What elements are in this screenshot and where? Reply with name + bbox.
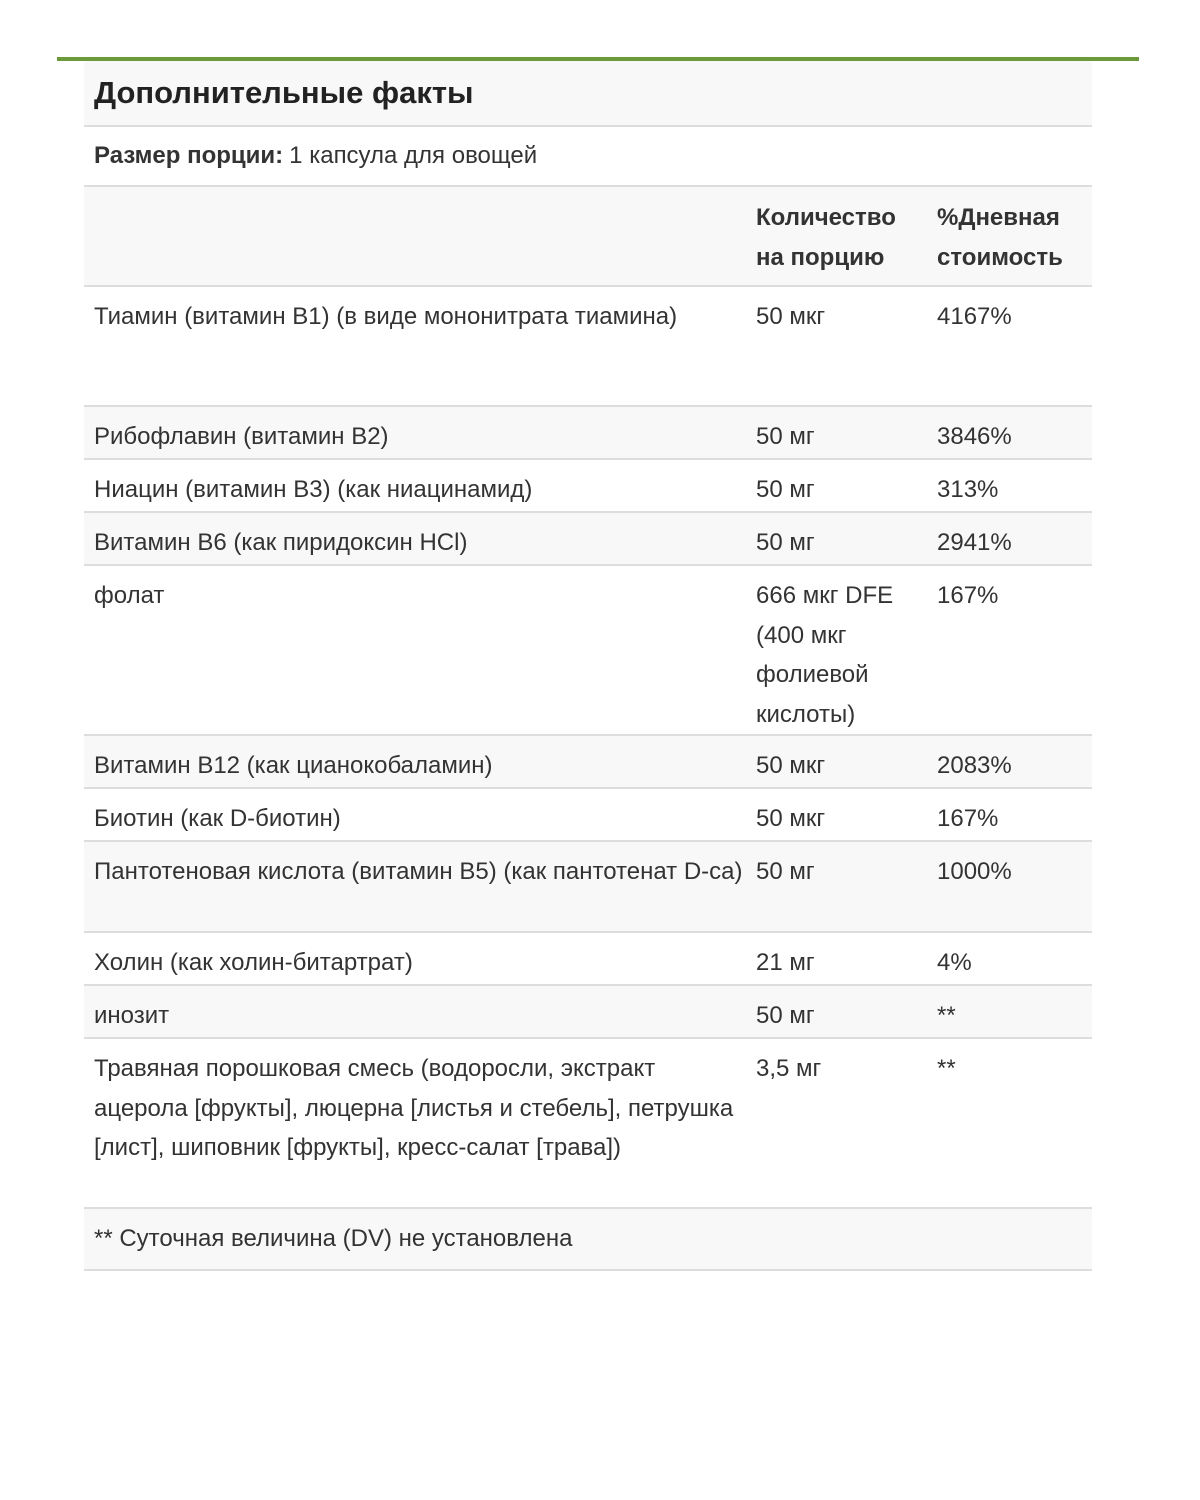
table-row xyxy=(84,736,1092,789)
supplement-facts-table xyxy=(84,61,1092,1271)
nutrient-amount: 50 мкг xyxy=(756,752,826,779)
nutrient-amount: 50 мкг xyxy=(756,303,826,330)
nutrient-name: Тиамин (витамин B1) (в виде мононитрата тиамина) xyxy=(94,303,678,330)
header-amount-cell xyxy=(746,187,937,285)
table-row xyxy=(84,460,1092,513)
nutrient-name: Витамин B6 (как пиридоксин HCl) xyxy=(94,529,468,556)
nutrient-dv: 2941% xyxy=(937,529,1012,556)
table-row xyxy=(84,513,1092,566)
nutrient-dv: 1000% xyxy=(937,858,1012,885)
facts-title: Дополнительные факты xyxy=(94,75,474,110)
nutrient-dv: 3846% xyxy=(937,423,1012,450)
header-dv-line1: %Дневная xyxy=(937,204,1060,231)
nutrient-amount: 21 мг xyxy=(756,949,815,976)
table-row xyxy=(84,566,1092,736)
nutrient-name: Биотин (как D-биотин) xyxy=(94,805,341,832)
nutrient-name: Холин (как холин-битартрат) xyxy=(94,949,413,976)
serving-size-value: 1 капсула для овощей xyxy=(289,142,538,169)
nutrient-dv: 4167% xyxy=(937,303,1012,330)
nutrient-dv: 167% xyxy=(937,582,999,609)
nutrient-dv: 313% xyxy=(937,476,999,503)
nutrient-name: фолат xyxy=(94,582,165,609)
nutrient-amount: 50 мкг xyxy=(756,805,826,832)
nutrient-amount: 3,5 мг xyxy=(756,1055,822,1082)
footnote-text: ** Суточная величина (DV) не установлена xyxy=(94,1225,573,1252)
nutrient-dv: 4% xyxy=(937,949,972,976)
nutrient-dv: 2083% xyxy=(937,752,1012,779)
nutrient-name: Ниацин (витамин B3) (как ниацинамид) xyxy=(94,476,533,503)
header-amount-line1: Количество xyxy=(756,204,896,231)
header-dv-line2: стоимость xyxy=(937,244,1063,271)
nutrient-dv: 167% xyxy=(937,805,999,832)
table-row xyxy=(84,1039,1092,1209)
nutrient-amount: 50 мг xyxy=(756,476,815,503)
table-row xyxy=(84,933,1092,986)
serving-size-row xyxy=(84,127,1092,187)
nutrient-amount: 50 мг xyxy=(756,529,815,556)
nutrient-amount: 50 мг xyxy=(756,858,815,885)
nutrient-dv: ** xyxy=(937,1055,956,1082)
nutrient-name: Пантотеновая кислота (витамин B5) (как пантотенат D-ca) xyxy=(94,858,743,885)
header-name-cell xyxy=(84,187,746,285)
nutrient-dv: ** xyxy=(937,1002,956,1029)
table-header-row xyxy=(84,187,1092,287)
table-row xyxy=(84,789,1092,842)
serving-size-label: Размер порции: xyxy=(94,142,284,169)
nutrient-name: Витамин B12 (как цианокобаламин) xyxy=(94,752,493,779)
nutrient-amount: 666 мкг DFE (400 мкг фолиевой кислоты) xyxy=(756,582,894,728)
table-row xyxy=(84,407,1092,460)
footnote-row xyxy=(84,1209,1092,1271)
facts-title-row xyxy=(84,61,1092,127)
nutrient-amount: 50 мг xyxy=(756,1002,815,1029)
table-row xyxy=(84,287,1092,407)
header-dv-cell xyxy=(937,187,1092,285)
table-row xyxy=(84,986,1092,1039)
header-amount-line2: на порцию xyxy=(756,244,885,271)
nutrient-name: инозит xyxy=(94,1002,170,1029)
nutrient-name: Травяная порошковая смесь (водоросли, экстракт ацерола [фрукты], люцерна [листья и стебель], петрушка [лист], шиповник [фрукты], кресс-салат [трава]) xyxy=(94,1055,734,1161)
nutrient-name: Рибофлавин (витамин B2) xyxy=(94,423,389,450)
nutrient-amount: 50 мг xyxy=(756,423,815,450)
table-row xyxy=(84,842,1092,933)
